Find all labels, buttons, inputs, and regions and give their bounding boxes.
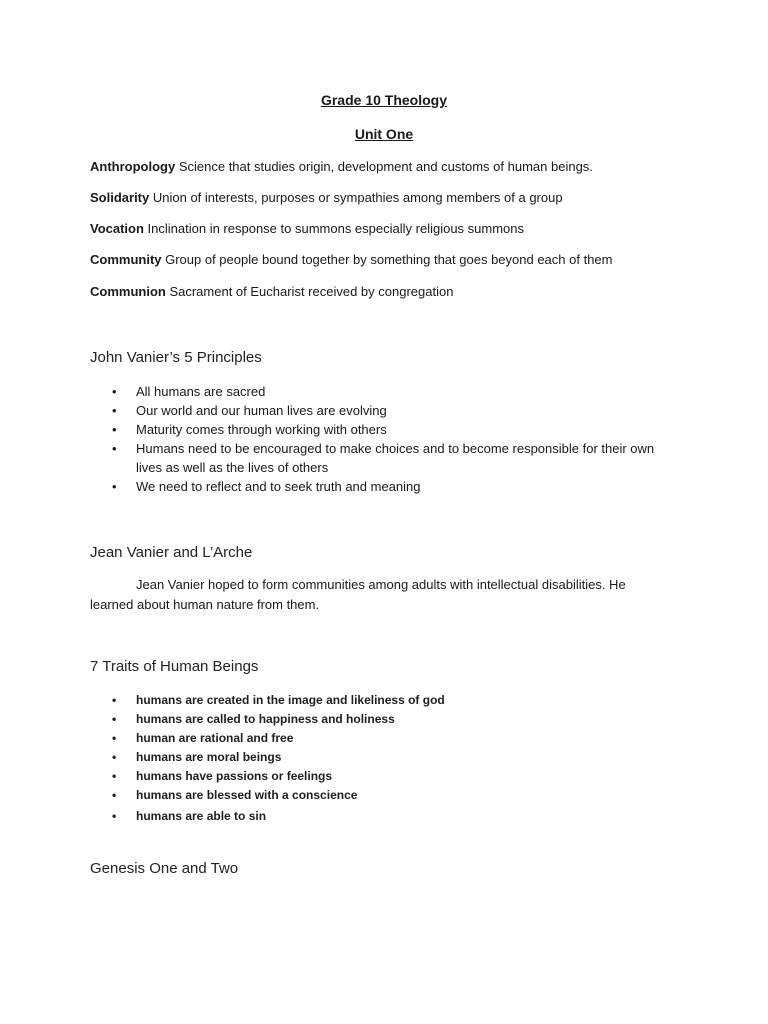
bullet-icon: • xyxy=(112,769,117,783)
list-item-text: Our world and our human lives are evolving xyxy=(136,403,387,418)
bullet-icon: • xyxy=(112,712,117,726)
definition-text: Inclination in response to summons especially religious summons xyxy=(143,221,525,236)
list-item xyxy=(112,807,672,826)
bullet-icon: • xyxy=(112,750,117,764)
bullet-icon: • xyxy=(112,479,117,494)
list-item-text: All humans are sacred xyxy=(136,384,266,399)
list-item xyxy=(112,786,672,805)
principles-list xyxy=(112,382,672,496)
list-item-text: humans have passions or feelings xyxy=(136,769,333,783)
definition-text: Group of people bound together by something that goes beyond each of them xyxy=(161,252,613,267)
list-item xyxy=(112,691,672,710)
definition-term: Communion xyxy=(90,284,166,299)
list-item xyxy=(112,477,672,496)
definition-text: Sacrament of Eucharist received by congregation xyxy=(165,284,454,299)
genesis-heading: Genesis One and Two xyxy=(90,860,239,877)
list-item-text: humans are blessed with a conscience xyxy=(136,788,358,802)
list-item-text: Maturity comes through working with others xyxy=(136,422,387,437)
principles-heading: John Vanier’s 5 Principles xyxy=(90,349,262,366)
document-title: Grade 10 Theology xyxy=(320,92,448,108)
list-item xyxy=(112,729,672,748)
definition-vocation xyxy=(90,221,710,236)
list-item-text: Humans need to be encouraged to make choices and to become responsible for their own lives as well as the lives of others xyxy=(136,441,655,475)
list-item xyxy=(112,420,672,439)
bullet-icon: • xyxy=(112,809,117,823)
list-item xyxy=(112,439,672,477)
bullet-icon: • xyxy=(112,441,117,456)
bullet-icon: • xyxy=(112,788,117,802)
larche-paragraph: Jean Vanier hoped to form communities among adults with intellectual disabilities. He learned about human nature from them. xyxy=(90,577,626,612)
list-item xyxy=(112,710,672,729)
larche-heading: Jean Vanier and L’Arche xyxy=(90,544,253,561)
definition-text: Science that studies origin, development and customs of human beings. xyxy=(175,159,593,174)
bullet-icon: • xyxy=(112,384,117,399)
list-item-text: We need to reflect and to seek truth and meaning xyxy=(136,479,421,494)
bullet-icon: • xyxy=(112,693,117,707)
definition-solidarity xyxy=(90,190,710,205)
bullet-icon: • xyxy=(112,422,117,437)
traits-list xyxy=(112,691,672,826)
unit-title: Unit One xyxy=(354,126,414,142)
bullet-icon: • xyxy=(112,403,117,418)
list-item-text: humans are called to happiness and holiness xyxy=(136,712,395,726)
list-item-text: humans are moral beings xyxy=(136,750,282,764)
definition-term: Vocation xyxy=(90,221,144,236)
list-item xyxy=(112,401,672,420)
list-item-text: humans are created in the image and likeliness of god xyxy=(136,693,445,707)
list-item xyxy=(112,748,672,767)
list-item xyxy=(112,767,672,786)
definition-term: Solidarity xyxy=(90,190,150,205)
bullet-icon: • xyxy=(112,731,117,745)
list-item-text: human are rational and free xyxy=(136,731,294,745)
list-item-text: humans are able to sin xyxy=(136,809,267,823)
definition-communion xyxy=(90,284,710,299)
definition-text: Union of interests, purposes or sympathies among members of a group xyxy=(149,190,563,205)
traits-heading: 7 Traits of Human Beings xyxy=(90,658,259,675)
list-item xyxy=(112,382,672,401)
definition-community xyxy=(90,252,710,267)
definition-term: Anthropology xyxy=(90,159,176,174)
definition-term: Community xyxy=(90,252,162,267)
definition-anthropology xyxy=(90,159,710,174)
